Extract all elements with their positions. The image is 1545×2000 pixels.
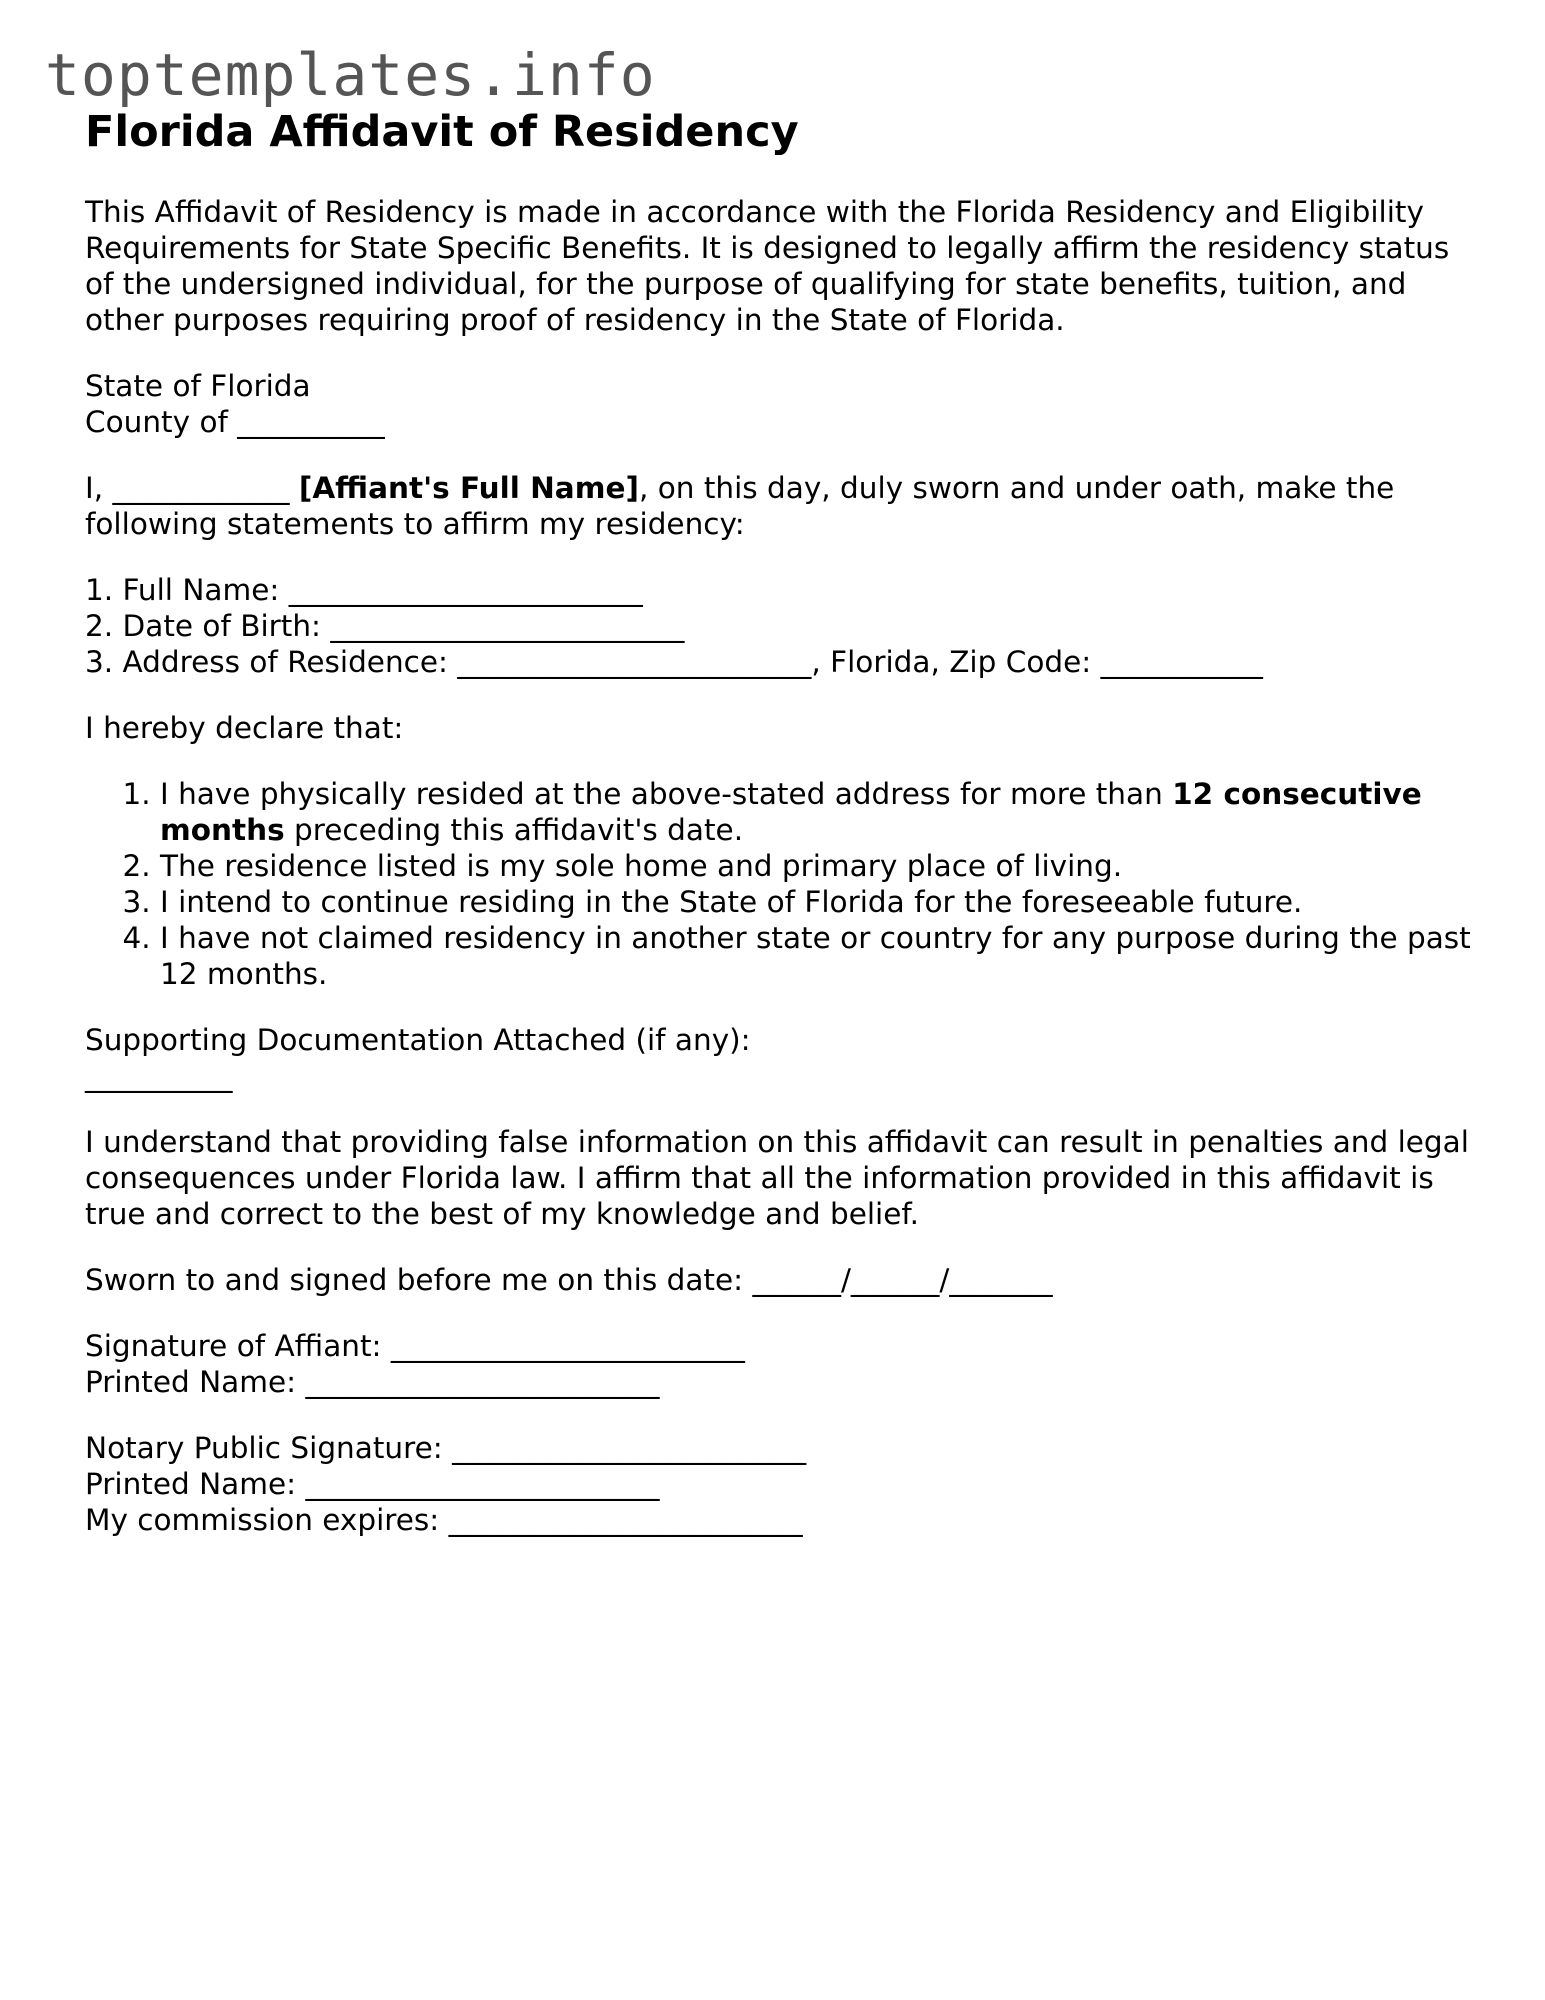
affiant-name-blank[interactable]: ____________ [112,471,290,505]
affiant-signature-blank[interactable]: ________________________ [390,1329,745,1363]
declare-intro: I hereby declare that: [85,711,404,745]
notary-signature-blank[interactable]: ________________________ [452,1431,807,1465]
county-label: County of [85,405,228,439]
oath-text: , on this day, duly sworn and under oath, make the following statements to affirm my residency: [85,471,1395,541]
declaration-text: The residence listed is my sole home and primary place of living. [160,849,1123,883]
documentation-block [85,1022,1485,1094]
documentation-blank[interactable]: __________ [85,1059,233,1093]
commission-expires-line [85,1502,1485,1538]
notary-signature-label: Notary Public Signature: [85,1431,443,1465]
affidavit-document [85,104,1485,1568]
declaration-item [160,848,1485,884]
venue-block [85,368,1485,440]
field-label: 2. Date of Birth: [85,609,321,643]
oath-statement [85,470,1485,542]
declaration-item [160,776,1485,848]
commission-expires-label: My commission expires: [85,1503,440,1537]
zip-code-blank[interactable]: ___________ [1100,645,1263,679]
affiant-printed-name-line [85,1364,1485,1400]
field-label: 3. Address of Residence: [85,645,448,679]
intro-paragraph: This Affidavit of Residency is made in accordance with the Florida Residency and Eligibility Requirements for State Specific Benefits. It is designed to legally affirm the residency status of the undersigned individual, for the purpose of qualifying for state benefits, tuition, and other purposes requiring proof of residency in the State of Florida. [85,195,1450,337]
oath-prefix: I, [85,471,104,505]
notary-printed-name-blank[interactable]: ________________________ [305,1467,660,1501]
acknowledgement-paragraph: I understand that providing false information on this affidavit can result in penalties and legal consequences under Florida law. I affirm that all the information provided in this affidavit is true and correct to the best of my knowledge and belief. [85,1125,1469,1231]
declaration-text: I intend to continue residing in the State of Florida for the foreseeable future. [160,885,1303,919]
declaration-emphasis: 12 consecutive months [160,777,1422,847]
sworn-date-line [85,1262,1485,1298]
documentation-label: Supporting Documentation Attached (if any): [85,1023,751,1057]
full-name-blank[interactable]: ________________________ [288,573,643,607]
field-address [85,644,1485,680]
declaration-text: I have physically resided at the above-stated address for more than [160,777,1173,811]
venue-state: State of Florida [85,369,311,403]
affiant-name-placeholder: [Affiant's Full Name] [298,471,639,505]
county-blank[interactable]: __________ [237,405,385,439]
notary-signature-line [85,1430,1485,1466]
venue-county [85,404,1485,440]
date-of-birth-blank[interactable]: ________________________ [330,609,685,643]
declaration-text: preceding this affidavit's date. [284,813,744,847]
personal-fields [85,572,1485,680]
affiant-signature-line [85,1328,1485,1364]
document-title: Florida Affidavit of Residency [85,107,799,157]
declarations-list [85,776,1485,992]
commission-expires-blank[interactable]: ________________________ [448,1503,803,1537]
notary-printed-name-label: Printed Name: [85,1467,297,1501]
notary-printed-name-line [85,1466,1485,1502]
affiant-printed-name-blank[interactable]: ________________________ [305,1365,660,1399]
printed-name-label: Printed Name: [85,1365,297,1399]
watermark: toptemplates.info [45,41,656,109]
declaration-item [160,920,1485,992]
sworn-date-blank[interactable]: ______/______/_______ [752,1263,1053,1297]
sworn-label: Sworn to and signed before me on this date: [85,1263,744,1297]
declaration-item [160,884,1485,920]
field-date-of-birth [85,608,1485,644]
declaration-text: I have not claimed residency in another state or country for any purpose during the past 12 months. [160,921,1471,991]
address-blank[interactable]: ________________________ [457,645,812,679]
address-suffix: , Florida, Zip Code: [811,645,1092,679]
signature-label: Signature of Affiant: [85,1329,382,1363]
field-label: 1. Full Name: [85,573,280,607]
affiant-signature-block [85,1328,1485,1400]
field-full-name [85,572,1485,608]
notary-block [85,1430,1485,1538]
